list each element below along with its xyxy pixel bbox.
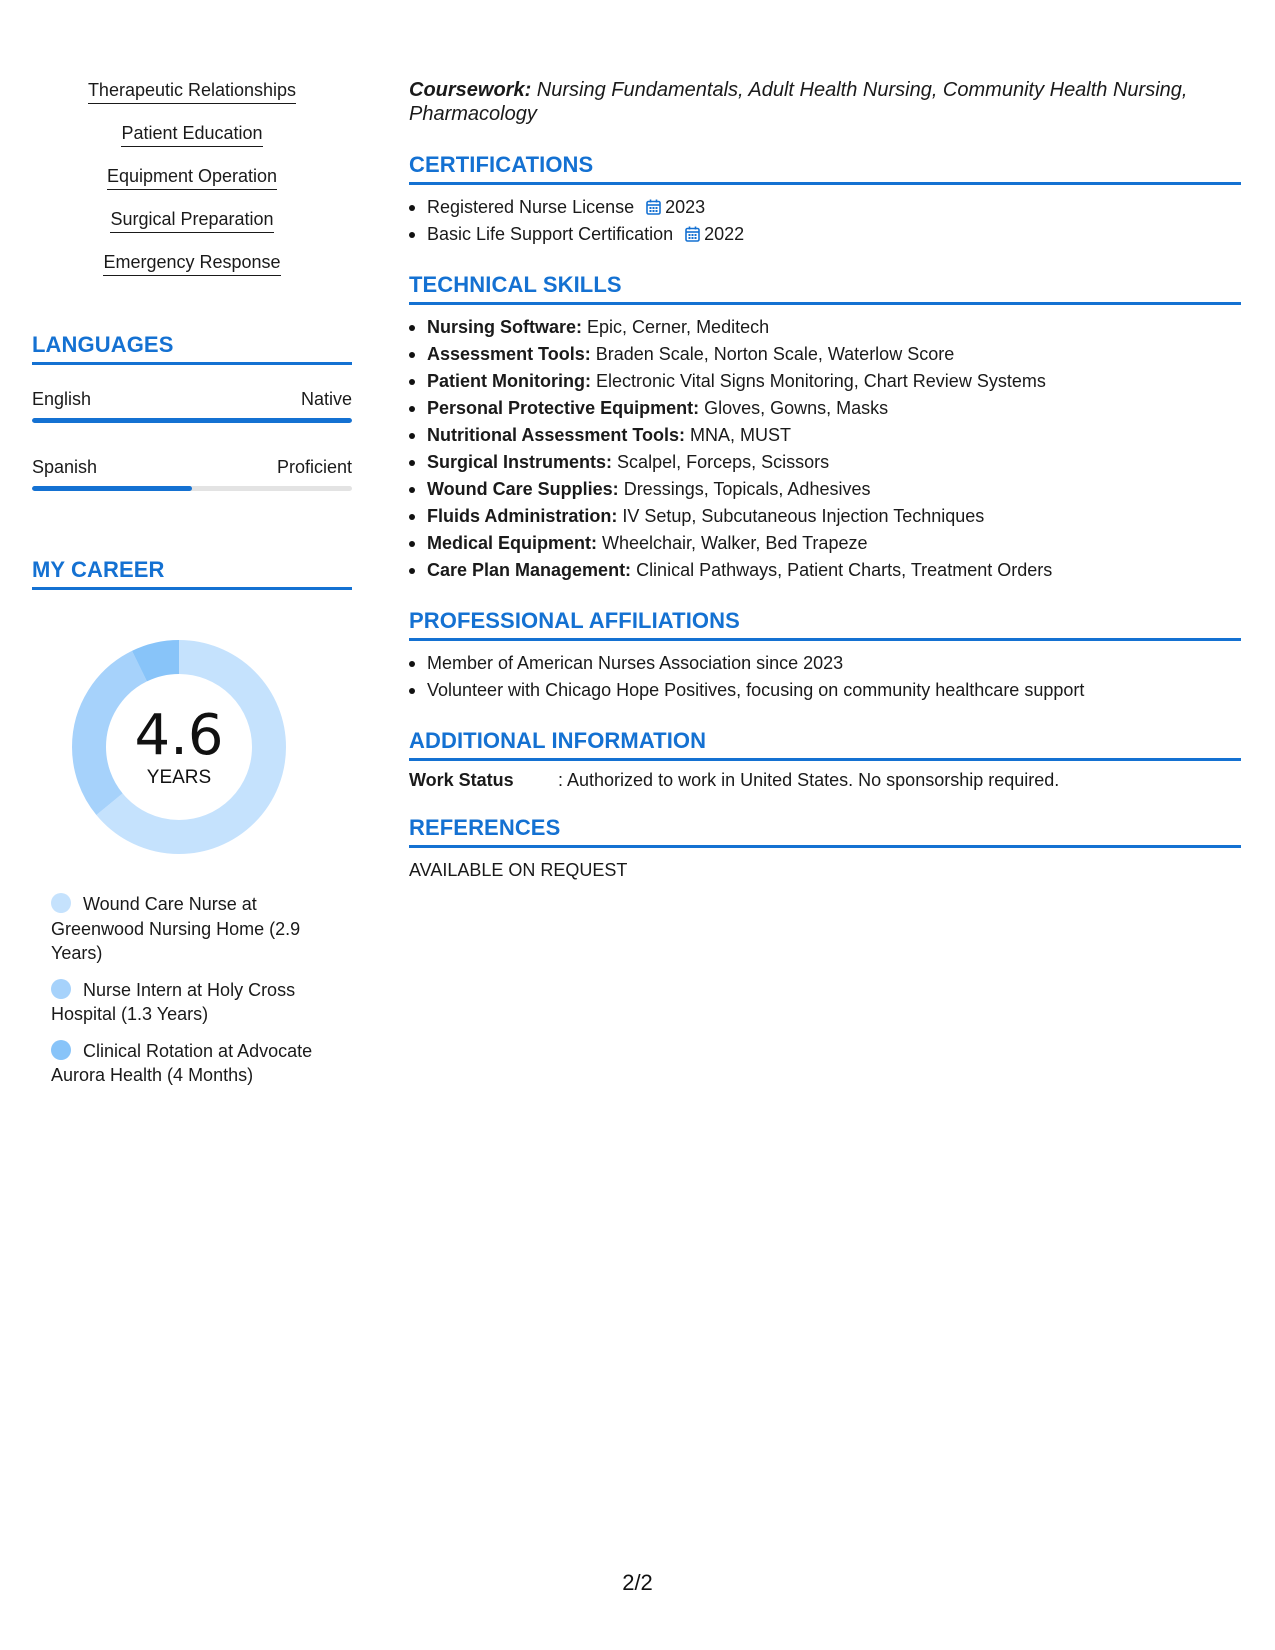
tech-skill-item: Surgical Instruments: Scalpel, Forceps, Scissors	[409, 449, 1241, 476]
career-donut-chart	[64, 632, 294, 862]
legend-dot	[51, 893, 71, 913]
technical-skills-title: TECHNICAL SKILLS	[409, 272, 1241, 305]
legend-dot	[51, 979, 71, 999]
career-legend	[51, 892, 341, 1088]
page-number: 2/2	[622, 1570, 653, 1595]
certification-item: Basic Life Support Certification 2022	[409, 221, 1241, 248]
tech-skill-item: Fluids Administration: IV Setup, Subcutaneous Injection Techniques	[409, 503, 1241, 530]
additional-info-title: ADDITIONAL INFORMATION	[409, 728, 1241, 761]
work-status-label: Work Status	[409, 770, 514, 790]
skill-item: Therapeutic Relationships	[32, 78, 352, 104]
affiliations-title: PROFESSIONAL AFFILIATIONS	[409, 608, 1241, 641]
legend-item: Nurse Intern at Holy Cross Hospital (1.3 Years)	[51, 979, 296, 1024]
right-column	[409, 78, 1241, 881]
career-title: MY CAREER	[32, 557, 352, 590]
language-row	[32, 389, 352, 410]
coursework	[409, 78, 1241, 126]
tech-skill-item: Patient Monitoring: Electronic Vital Signs Monitoring, Chart Review Systems	[409, 368, 1241, 395]
references-text: AVAILABLE ON REQUEST	[409, 860, 628, 880]
certification-item: Registered Nurse License 2023	[409, 194, 1241, 221]
legend-item: Clinical Rotation at Advocate Aurora Health (4 Months)	[51, 1040, 313, 1085]
donut-center	[64, 632, 294, 862]
left-column	[32, 78, 352, 1100]
tech-skill-item: Medical Equipment: Wheelchair, Walker, Bed Trapeze	[409, 530, 1241, 557]
tech-skill-item: Assessment Tools: Braden Scale, Norton Scale, Waterlow Score	[409, 341, 1241, 368]
skills-list	[32, 78, 352, 276]
language-level: Native	[300, 389, 352, 409]
tech-skill-item: Nursing Software: Epic, Cerner, Meditech	[409, 314, 1241, 341]
career-unit: YEARS	[146, 767, 212, 788]
language-level: Proficient	[276, 457, 352, 477]
references-title: REFERENCES	[409, 815, 1241, 848]
career-total: 4.6	[134, 703, 224, 768]
skill-item: Emergency Response	[32, 250, 352, 276]
affiliation-item: Volunteer with Chicago Hope Positives, focusing on community healthcare support	[409, 677, 1241, 704]
certifications-title: CERTIFICATIONS	[409, 152, 1241, 185]
coursework-text: Nursing Fundamentals, Adult Health Nursing, Community Health Nursing, Pharmacology	[409, 79, 1188, 125]
certification-year: 2022	[704, 224, 745, 244]
tech-skill-item: Personal Protective Equipment: Gloves, Gowns, Masks	[409, 395, 1241, 422]
legend-dot	[51, 1040, 71, 1060]
legend-item: Wound Care Nurse at Greenwood Nursing Home (2.9 Years)	[51, 894, 301, 963]
language-name: Spanish	[32, 457, 98, 477]
language-bar-fill	[32, 486, 192, 491]
work-status-row	[409, 770, 1241, 791]
language-bar-fill	[32, 418, 352, 423]
work-status-value: : Authorized to work in United States. No sponsorship required.	[558, 770, 1060, 790]
skill-item: Patient Education	[32, 121, 352, 147]
language-name: English	[32, 389, 92, 409]
skill-item: Equipment Operation	[32, 164, 352, 190]
technical-skills-list	[409, 314, 1241, 584]
affiliations-list	[409, 650, 1241, 704]
tech-skill-item: Nutritional Assessment Tools: MNA, MUST	[409, 422, 1241, 449]
certification-year: 2023	[665, 197, 706, 217]
calendar-icon	[646, 199, 661, 215]
calendar-icon	[685, 226, 700, 242]
tech-skill-item: Wound Care Supplies: Dressings, Topicals, Adhesives	[409, 476, 1241, 503]
language-bar	[32, 486, 352, 491]
language-row	[32, 457, 352, 478]
certifications-list	[409, 194, 1241, 248]
languages-title: LANGUAGES	[32, 332, 352, 365]
tech-skill-item: Care Plan Management: Clinical Pathways, Patient Charts, Treatment Orders	[409, 557, 1241, 584]
language-bar	[32, 418, 352, 423]
skill-item: Surgical Preparation	[32, 207, 352, 233]
coursework-label: Coursework:	[409, 79, 532, 101]
affiliation-item: Member of American Nurses Association since 2023	[409, 650, 1241, 677]
